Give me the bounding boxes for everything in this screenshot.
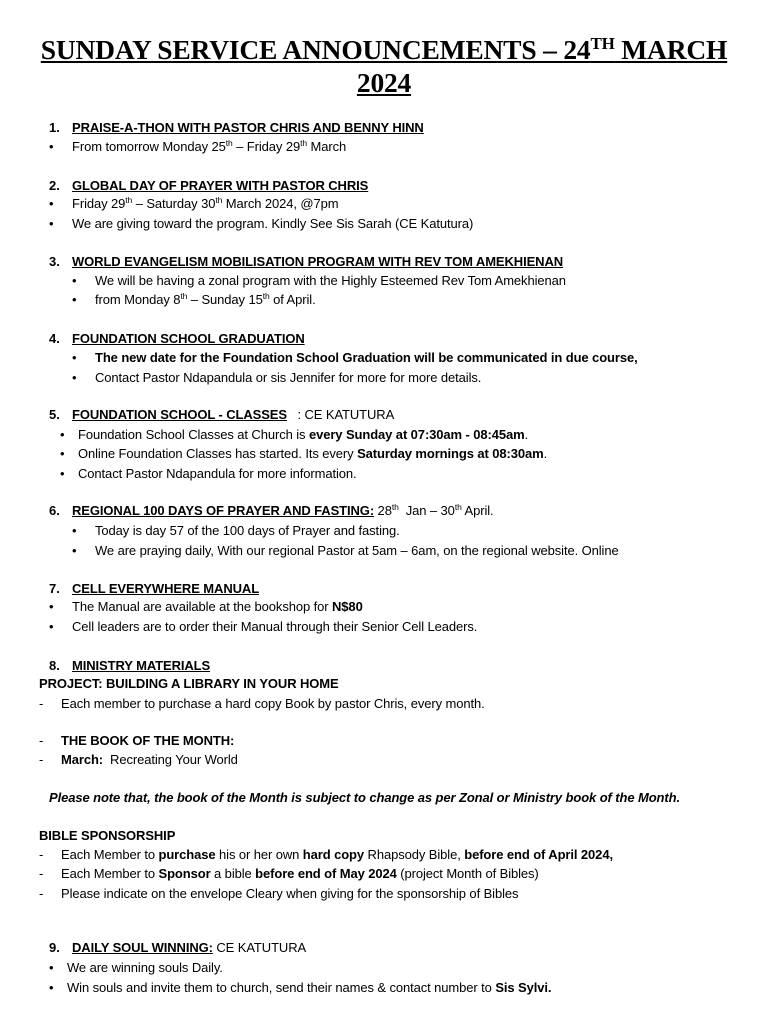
- book-of-month-item: March: Recreating Your World: [61, 752, 238, 767]
- list-item: Each member to purchase a hard copy Book by pastor Chris, every month.: [61, 696, 485, 711]
- dash-icon: -: [39, 752, 44, 767]
- list-item: Contact Pastor Ndapandula or sis Jennifer for more for more details.: [95, 370, 482, 385]
- bullet-icon: •: [72, 350, 77, 365]
- list-item: Win souls and invite them to church, send their names & contact number to Sis Sylvi.: [67, 980, 552, 995]
- bullet-icon: •: [60, 446, 65, 461]
- section-heading: PRAISE-A-THON WITH PASTOR CHRIS AND BENNY HINN: [72, 120, 424, 135]
- section-number: 7.: [49, 581, 60, 596]
- dash-icon: -: [39, 866, 44, 881]
- section-number: 8.: [49, 658, 60, 673]
- list-item: Foundation School Classes at Church is every Sunday at 07:30am - 08:45am.: [78, 427, 529, 442]
- dash-icon: -: [39, 886, 44, 901]
- list-item: from Monday 8th – Sunday 15th of April.: [95, 291, 316, 307]
- book-note: Please note that, the book of the Month is subject to change as per Zonal or Ministry book of the Month.: [49, 790, 680, 805]
- bullet-icon: •: [72, 523, 77, 538]
- dash-icon: -: [39, 847, 44, 862]
- book-of-month-heading: THE BOOK OF THE MONTH:: [61, 733, 235, 748]
- bullet-icon: •: [49, 599, 54, 614]
- bullet-icon: •: [49, 980, 54, 995]
- bible-sponsorship-title: BIBLE SPONSORSHIP: [39, 828, 176, 843]
- section-number: 2.: [49, 178, 60, 193]
- section-heading: CELL EVERYWHERE MANUAL: [72, 581, 260, 596]
- list-item: We are winning souls Daily.: [67, 960, 223, 975]
- section-number: 9.: [49, 940, 60, 955]
- list-item: We are praying daily, With our regional Pastor at 5am – 6am, on the regional website. Online: [95, 543, 619, 558]
- section-heading: FOUNDATION SCHOOL GRADUATION: [72, 331, 305, 346]
- list-item: The new date for the Foundation School Graduation will be communicated in due course,: [95, 350, 638, 365]
- list-item: Please indicate on the envelope Cleary when giving for the sponsorship of Bibles: [61, 886, 519, 901]
- section-heading: DAILY SOUL WINNING: CE KATUTURA: [72, 940, 307, 955]
- bullet-icon: •: [49, 619, 54, 634]
- bullet-icon: •: [49, 216, 54, 231]
- section-heading: GLOBAL DAY OF PRAYER WITH PASTOR CHRIS: [72, 178, 369, 193]
- section-heading: WORLD EVANGELISM MOBILISATION PROGRAM WITH REV TOM AMEKHIENAN: [72, 254, 564, 269]
- bullet-icon: •: [49, 960, 54, 975]
- bullet-icon: •: [49, 139, 54, 154]
- section-number: 4.: [49, 331, 60, 346]
- page-title-year: 2024: [356, 67, 412, 98]
- bullet-icon: •: [72, 370, 77, 385]
- list-item: Contact Pastor Ndapandula for more information.: [78, 466, 357, 481]
- section-number: 5.: [49, 407, 60, 422]
- section-number: 1.: [49, 120, 60, 135]
- section-number: 3.: [49, 254, 60, 269]
- section-number: 6.: [49, 503, 60, 518]
- bullet-icon: •: [72, 292, 77, 307]
- section-heading: REGIONAL 100 DAYS OF PRAYER AND FASTING: 28th Jan – 30th April.: [72, 502, 494, 518]
- dash-icon: -: [39, 733, 44, 748]
- list-item: Each Member to purchase his or her own hard copy Rhapsody Bible, before end of April 2024,: [61, 847, 613, 862]
- section-heading: FOUNDATION SCHOOL - CLASSES : CE KATUTURA: [72, 407, 395, 422]
- list-item: We will be having a zonal program with the Highly Esteemed Rev Tom Amekhienan: [95, 273, 566, 288]
- bullet-icon: •: [72, 543, 77, 558]
- section-heading: MINISTRY MATERIALS: [72, 658, 211, 673]
- list-item: Online Foundation Classes has started. Its every Saturday mornings at 08:30am.: [78, 446, 548, 461]
- dash-icon: -: [39, 696, 44, 711]
- list-item: Cell leaders are to order their Manual through their Senior Cell Leaders.: [72, 619, 478, 634]
- list-item: The Manual are available at the bookshop for N$80: [72, 599, 363, 614]
- project-title: PROJECT: BUILDING A LIBRARY IN YOUR HOME: [39, 676, 339, 691]
- bullet-icon: •: [72, 273, 77, 288]
- list-item: Today is day 57 of the 100 days of Prayer and fasting.: [95, 523, 400, 538]
- bullet-icon: •: [49, 196, 54, 211]
- list-item: We are giving toward the program. Kindly See Sis Sarah (CE Katutura): [72, 216, 474, 231]
- bullet-icon: •: [60, 466, 65, 481]
- list-item: From tomorrow Monday 25th – Friday 29th March: [72, 138, 347, 154]
- bullet-icon: •: [60, 427, 65, 442]
- list-item: Each Member to Sponsor a bible before end of May 2024 (project Month of Bibles): [61, 866, 539, 881]
- list-item: Friday 29th – Saturday 30th March 2024, @7pm: [72, 195, 339, 211]
- page-title: SUNDAY SERVICE ANNOUNCEMENTS – 24TH MARCH: [40, 34, 728, 65]
